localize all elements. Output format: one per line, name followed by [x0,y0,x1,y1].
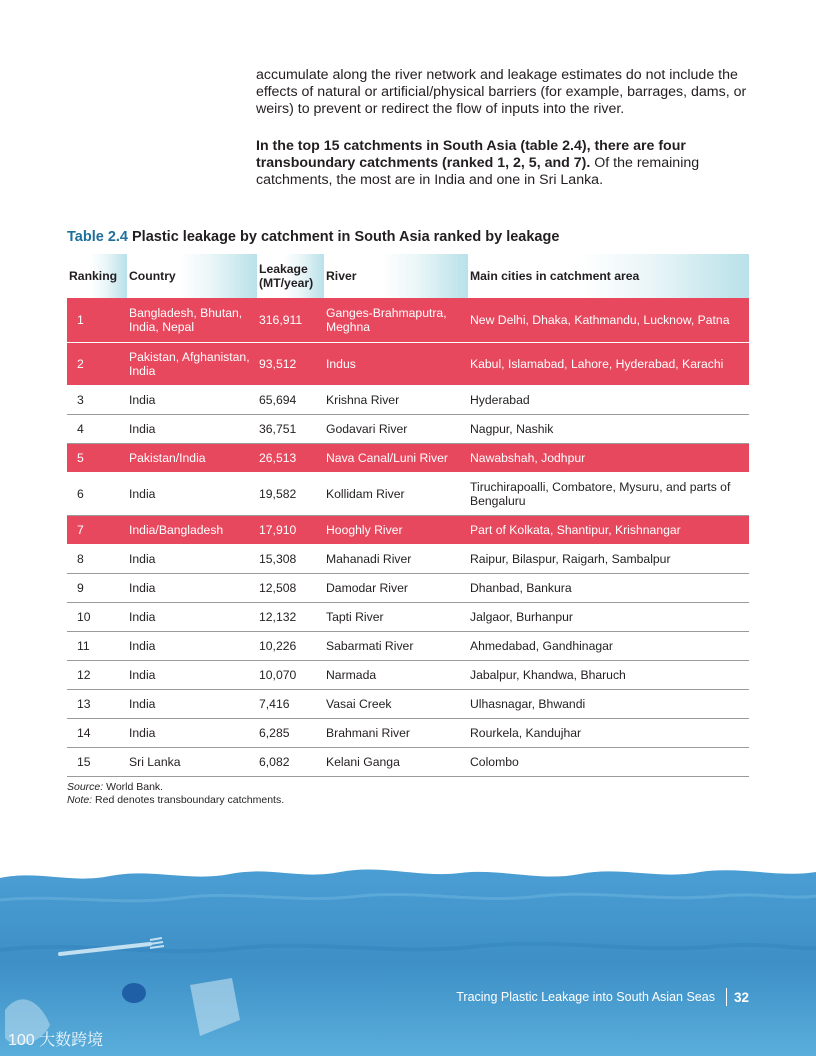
table-body [67,298,749,776]
cell-country: India [127,718,257,747]
note-text: Red denotes transboundary catchments. [92,793,285,806]
table-caption-label: Table 2.4 [67,229,128,245]
header-cities: Main cities in catchment area [468,254,749,298]
cell-river: Damodar River [324,573,468,602]
cell-ranking: 1 [67,298,127,342]
cell-cities: Colombo [468,747,749,776]
table-row [67,602,749,631]
cell-leakage: 12,508 [257,573,324,602]
bottle-cap-icon [122,983,146,1003]
table-caption [67,229,559,245]
cell-river: Nava Canal/Luni River [324,443,468,472]
cell-cities: Part of Kolkata, Shantipur, Krishnangar [468,515,749,544]
note-line [67,794,284,807]
cell-leakage: 7,416 [257,689,324,718]
cell-ranking: 7 [67,515,127,544]
cell-river: Tapti River [324,602,468,631]
table-notes [67,781,284,806]
source-text: World Bank. [103,781,164,793]
table-row-transboundary [67,515,749,544]
cell-river: Sabarmati River [324,631,468,660]
table-row-transboundary [67,443,749,472]
table-row [67,573,749,602]
cell-ranking: 10 [67,602,127,631]
footer-title: Tracing Plastic Leakage into South Asian Seas [456,990,715,1004]
cell-leakage: 6,082 [257,747,324,776]
cell-leakage: 10,070 [257,660,324,689]
cell-cities: New Delhi, Dhaka, Kathmandu, Lucknow, Patna [468,298,749,342]
ocean-background [0,860,816,1056]
cell-leakage: 12,132 [257,602,324,631]
cell-country: India [127,660,257,689]
source-label: Source: [67,781,104,793]
cell-river: Godavari River [324,414,468,443]
table-row [67,544,749,573]
cell-leakage: 36,751 [257,414,324,443]
table-caption-title: Plastic leakage by catchment in South Asia ranked by leakage [127,229,560,245]
cell-country: India [127,472,257,515]
cell-ranking: 15 [67,747,127,776]
cell-leakage: 65,694 [257,385,324,414]
table-row [67,718,749,747]
cell-river: Ganges-Brahmaputra, Meghna [324,298,468,342]
cell-river: Kollidam River [324,472,468,515]
table-row [67,631,749,660]
cell-river: Indus [324,342,468,385]
cell-cities: Jabalpur, Khandwa, Bharuch [468,660,749,689]
watermark: 100 大数跨境 [8,1032,104,1049]
cell-river: Hooghly River [324,515,468,544]
cell-ranking: 6 [67,472,127,515]
cell-country: India [127,544,257,573]
cell-country: Pakistan/India [127,443,257,472]
cell-ranking: 12 [67,660,127,689]
table-row [67,747,749,776]
cell-cities: Dhanbad, Bankura [468,573,749,602]
table-row [67,385,749,414]
cell-leakage: 93,512 [257,342,324,385]
page-number: 32 [733,989,749,1005]
table-row-transboundary [67,342,749,385]
cell-ranking: 5 [67,443,127,472]
note-label: Note: [67,793,93,806]
cell-river: Narmada [324,660,468,689]
intro-paragraph-2 [256,138,756,189]
cell-leakage: 17,910 [257,515,324,544]
table-row [67,689,749,718]
cell-country: Sri Lanka [127,747,257,776]
cell-country: India [127,573,257,602]
leakage-table [67,254,749,777]
cell-ranking: 8 [67,544,127,573]
cell-ranking: 14 [67,718,127,747]
cell-cities: Raipur, Bilaspur, Raigarh, Sambalpur [468,544,749,573]
cell-river: Mahanadi River [324,544,468,573]
cell-ranking: 3 [67,385,127,414]
cell-ranking: 2 [67,342,127,385]
cell-country: India [127,631,257,660]
cell-leakage: 10,226 [257,631,324,660]
cell-country: India [127,689,257,718]
cell-cities: Ulhasnagar, Bhwandi [468,689,749,718]
cell-leakage: 316,911 [257,298,324,342]
cell-country: India [127,414,257,443]
cell-leakage: 19,582 [257,472,324,515]
cell-country: India/Bangladesh [127,515,257,544]
cell-ranking: 9 [67,573,127,602]
cell-leakage: 15,308 [257,544,324,573]
cell-country: Bangladesh, Bhutan, India, Nepal [127,298,257,342]
cell-cities: Kabul, Islamabad, Lahore, Hyderabad, Karachi [468,342,749,385]
cell-cities: Ahmedabad, Gandhinagar [468,631,749,660]
cell-cities: Jalgaor, Burhanpur [468,602,749,631]
table-row-transboundary [67,298,749,342]
cell-river: Vasai Creek [324,689,468,718]
header-country: Country [127,254,257,298]
cell-ranking: 13 [67,689,127,718]
cell-country: Pakistan, Afghanistan, India [127,342,257,385]
cell-river: Kelani Ganga [324,747,468,776]
cell-river: Krishna River [324,385,468,414]
intro-paragraph-2-bold: In the top 15 catchments in South Asia (table 2.4), there are four transboundary catchments (ranked 1, 2, 5, and 7). [256,138,686,171]
cell-leakage: 6,285 [257,718,324,747]
source-note [67,781,284,794]
cell-leakage: 26,513 [257,443,324,472]
intro-text [256,67,756,209]
header-river: River [324,254,468,298]
cell-cities: Nawabshah, Jodhpur [468,443,749,472]
cell-ranking: 4 [67,414,127,443]
intro-paragraph-2-rest: Of the remaining catchments, the most are in India and one in Sri Lanka. [256,155,700,188]
table-row [67,472,749,515]
footer-divider [726,988,727,1006]
intro-paragraph-1: accumulate along the river network and leakage estimates do not include the effects of natural or artificial/physical barriers (for example, barrages, dams, or weirs) to prevent or redirect the flow of inputs into the river. [256,67,747,117]
cell-country: India [127,385,257,414]
cell-ranking: 11 [67,631,127,660]
table-row [67,660,749,689]
header-leakage: Leakage (MT/year) [257,254,324,298]
cell-cities: Tiruchirapoalli, Combatore, Mysuru, and parts of Bengaluru [468,472,749,515]
table-header-row [67,254,749,298]
cell-cities: Nagpur, Nashik [468,414,749,443]
cell-river: Brahmani River [324,718,468,747]
cell-cities: Hyderabad [468,385,749,414]
cell-country: India [127,602,257,631]
table-row [67,414,749,443]
page-footer [456,988,749,1006]
header-ranking: Ranking [67,254,127,298]
cell-cities: Rourkela, Kandujhar [468,718,749,747]
